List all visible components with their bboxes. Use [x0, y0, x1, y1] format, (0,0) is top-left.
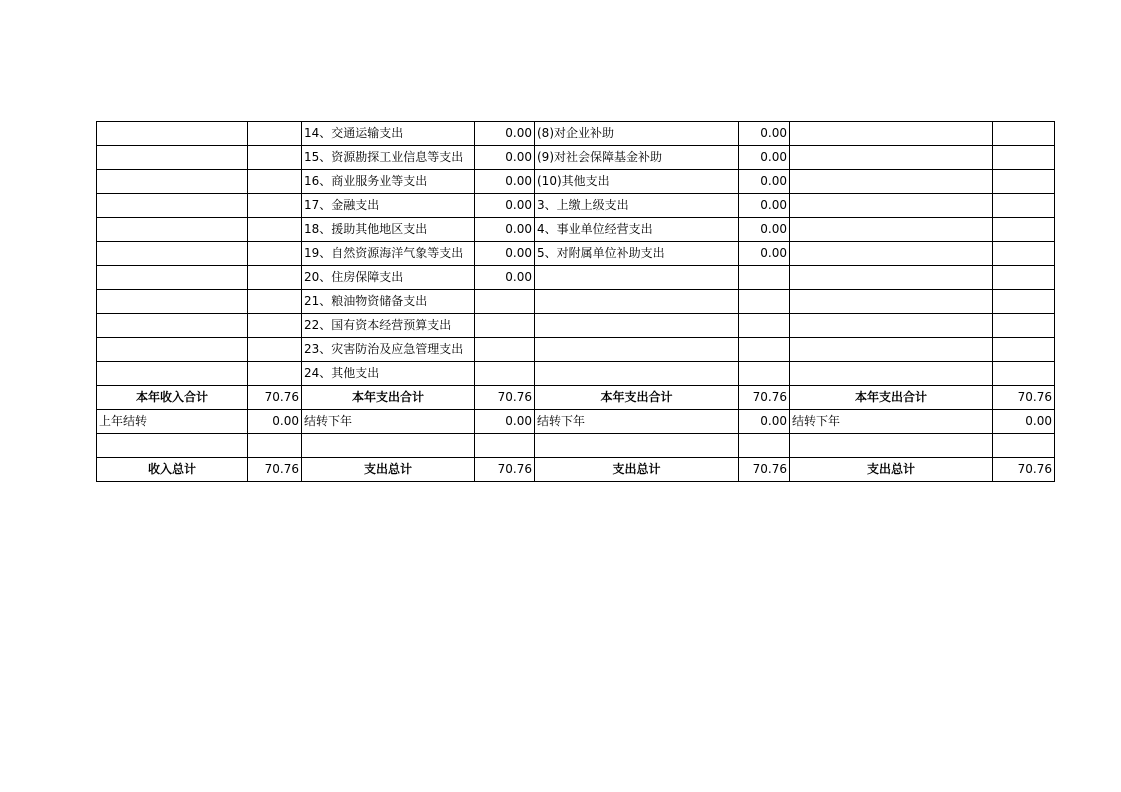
expense-grand-total-value: 70.76: [475, 457, 535, 481]
cell: [248, 242, 302, 266]
expense-item-value: 0.00: [739, 170, 790, 194]
expense-item-value: 0.00: [475, 266, 535, 290]
cell: [97, 122, 248, 146]
table-row: [97, 194, 1055, 218]
expense-item-label: 16、商业服务业等支出: [302, 170, 475, 194]
table-row: [97, 122, 1055, 146]
expense-item-label: 21、粮油物资储备支出: [302, 290, 475, 314]
year-income-total-label: 本年收入合计: [97, 386, 248, 410]
expense-grand-total-label: 支出总计: [790, 457, 993, 481]
cell: [790, 194, 993, 218]
cell: [993, 170, 1055, 194]
cell: [248, 218, 302, 242]
expense-item-label: 24、其他支出: [302, 362, 475, 386]
cell: [993, 146, 1055, 170]
expense-item-value: 0.00: [475, 170, 535, 194]
cell: [790, 434, 993, 458]
cell: [535, 266, 739, 290]
cell: [97, 194, 248, 218]
expense-item-label: 19、自然资源海洋气象等支出: [302, 242, 475, 266]
expense-item-label: 5、对附属单位补助支出: [535, 242, 739, 266]
expense-item-label: 3、上缴上级支出: [535, 194, 739, 218]
table-row: [97, 170, 1055, 194]
year-expense-total-label: 本年支出合计: [790, 386, 993, 410]
cell: [248, 170, 302, 194]
cell: [790, 338, 993, 362]
cell: [97, 434, 248, 458]
cell: [97, 146, 248, 170]
cell: [535, 290, 739, 314]
cell: [248, 122, 302, 146]
expense-item-value: 0.00: [739, 146, 790, 170]
cell: [475, 434, 535, 458]
cell: [739, 290, 790, 314]
year-expense-total-value: 70.76: [993, 386, 1055, 410]
cell: [790, 314, 993, 338]
table-row: [97, 434, 1055, 458]
cell: [248, 314, 302, 338]
year-total-row: [97, 386, 1055, 410]
expense-item-value: 0.00: [739, 194, 790, 218]
income-grand-total-value: 70.76: [248, 457, 302, 481]
cell: [739, 362, 790, 386]
expense-item-value: 0.00: [475, 242, 535, 266]
cell: [535, 362, 739, 386]
next-carry-label: 结转下年: [790, 410, 993, 434]
budget-table: [96, 121, 1055, 482]
grand-total-row: [97, 457, 1055, 481]
expense-item-label: (8)对企业补助: [535, 122, 739, 146]
cell: [993, 338, 1055, 362]
table-row: [97, 314, 1055, 338]
year-expense-total-label: 本年支出合计: [535, 386, 739, 410]
expense-item-label: 22、国有资本经营预算支出: [302, 314, 475, 338]
cell: [993, 194, 1055, 218]
cell: [97, 338, 248, 362]
expense-item-value: 0.00: [475, 194, 535, 218]
cell: [993, 218, 1055, 242]
cell: [97, 290, 248, 314]
expense-grand-total-label: 支出总计: [535, 457, 739, 481]
expense-grand-total-value: 70.76: [739, 457, 790, 481]
expense-item-label: 23、灾害防治及应急管理支出: [302, 338, 475, 362]
expense-item-label: 4、事业单位经营支出: [535, 218, 739, 242]
next-carry-label: 结转下年: [302, 410, 475, 434]
expense-item-value: 0.00: [475, 146, 535, 170]
cell: [475, 338, 535, 362]
cell: [248, 362, 302, 386]
cell: [739, 434, 790, 458]
cell: [739, 266, 790, 290]
expense-grand-total-label: 支出总计: [302, 457, 475, 481]
expense-item-value: 0.00: [739, 242, 790, 266]
cell: [97, 170, 248, 194]
cell: [790, 290, 993, 314]
cell: [790, 362, 993, 386]
next-carry-value: 0.00: [475, 410, 535, 434]
cell: [790, 218, 993, 242]
year-expense-total-value: 70.76: [739, 386, 790, 410]
cell: [97, 266, 248, 290]
next-carry-label: 结转下年: [535, 410, 739, 434]
cell: [739, 338, 790, 362]
cell: [475, 362, 535, 386]
cell: [790, 146, 993, 170]
cell: [993, 434, 1055, 458]
cell: [790, 266, 993, 290]
cell: [993, 314, 1055, 338]
table-row: [97, 290, 1055, 314]
expense-item-value: 0.00: [739, 218, 790, 242]
cell: [248, 434, 302, 458]
prior-carry-label: 上年结转: [97, 410, 248, 434]
cell: [475, 290, 535, 314]
prior-carry-value: 0.00: [248, 410, 302, 434]
expense-item-label: (10)其他支出: [535, 170, 739, 194]
table-row: [97, 338, 1055, 362]
cell: [993, 122, 1055, 146]
cell: [248, 146, 302, 170]
cell: [248, 338, 302, 362]
expense-item-value: 0.00: [739, 122, 790, 146]
cell: [790, 170, 993, 194]
cell: [97, 218, 248, 242]
cell: [739, 314, 790, 338]
cell: [535, 338, 739, 362]
cell: [302, 434, 475, 458]
table-row: [97, 146, 1055, 170]
expense-item-label: 20、住房保障支出: [302, 266, 475, 290]
table-row: [97, 362, 1055, 386]
expense-item-value: 0.00: [475, 218, 535, 242]
table-row: [97, 218, 1055, 242]
year-expense-total-label: 本年支出合计: [302, 386, 475, 410]
cell: [475, 314, 535, 338]
cell: [97, 362, 248, 386]
cell: [248, 266, 302, 290]
income-grand-total-label: 收入总计: [97, 457, 248, 481]
cell: [790, 242, 993, 266]
cell: [97, 242, 248, 266]
expense-item-label: 14、交通运输支出: [302, 122, 475, 146]
table-row: [97, 242, 1055, 266]
cell: [993, 290, 1055, 314]
cell: [97, 314, 248, 338]
cell: [535, 434, 739, 458]
cell: [535, 314, 739, 338]
cell: [790, 122, 993, 146]
table-row: [97, 266, 1055, 290]
expense-item-label: (9)对社会保障基金补助: [535, 146, 739, 170]
cell: [993, 362, 1055, 386]
expense-item-value: 0.00: [475, 122, 535, 146]
carry-over-row: [97, 410, 1055, 434]
expense-item-label: 17、金融支出: [302, 194, 475, 218]
year-expense-total-value: 70.76: [475, 386, 535, 410]
cell: [993, 266, 1055, 290]
cell: [248, 290, 302, 314]
year-income-total-value: 70.76: [248, 386, 302, 410]
expense-grand-total-value: 70.76: [993, 457, 1055, 481]
next-carry-value: 0.00: [739, 410, 790, 434]
expense-item-label: 15、资源勘探工业信息等支出: [302, 146, 475, 170]
cell: [993, 242, 1055, 266]
next-carry-value: 0.00: [993, 410, 1055, 434]
cell: [248, 194, 302, 218]
expense-item-label: 18、援助其他地区支出: [302, 218, 475, 242]
